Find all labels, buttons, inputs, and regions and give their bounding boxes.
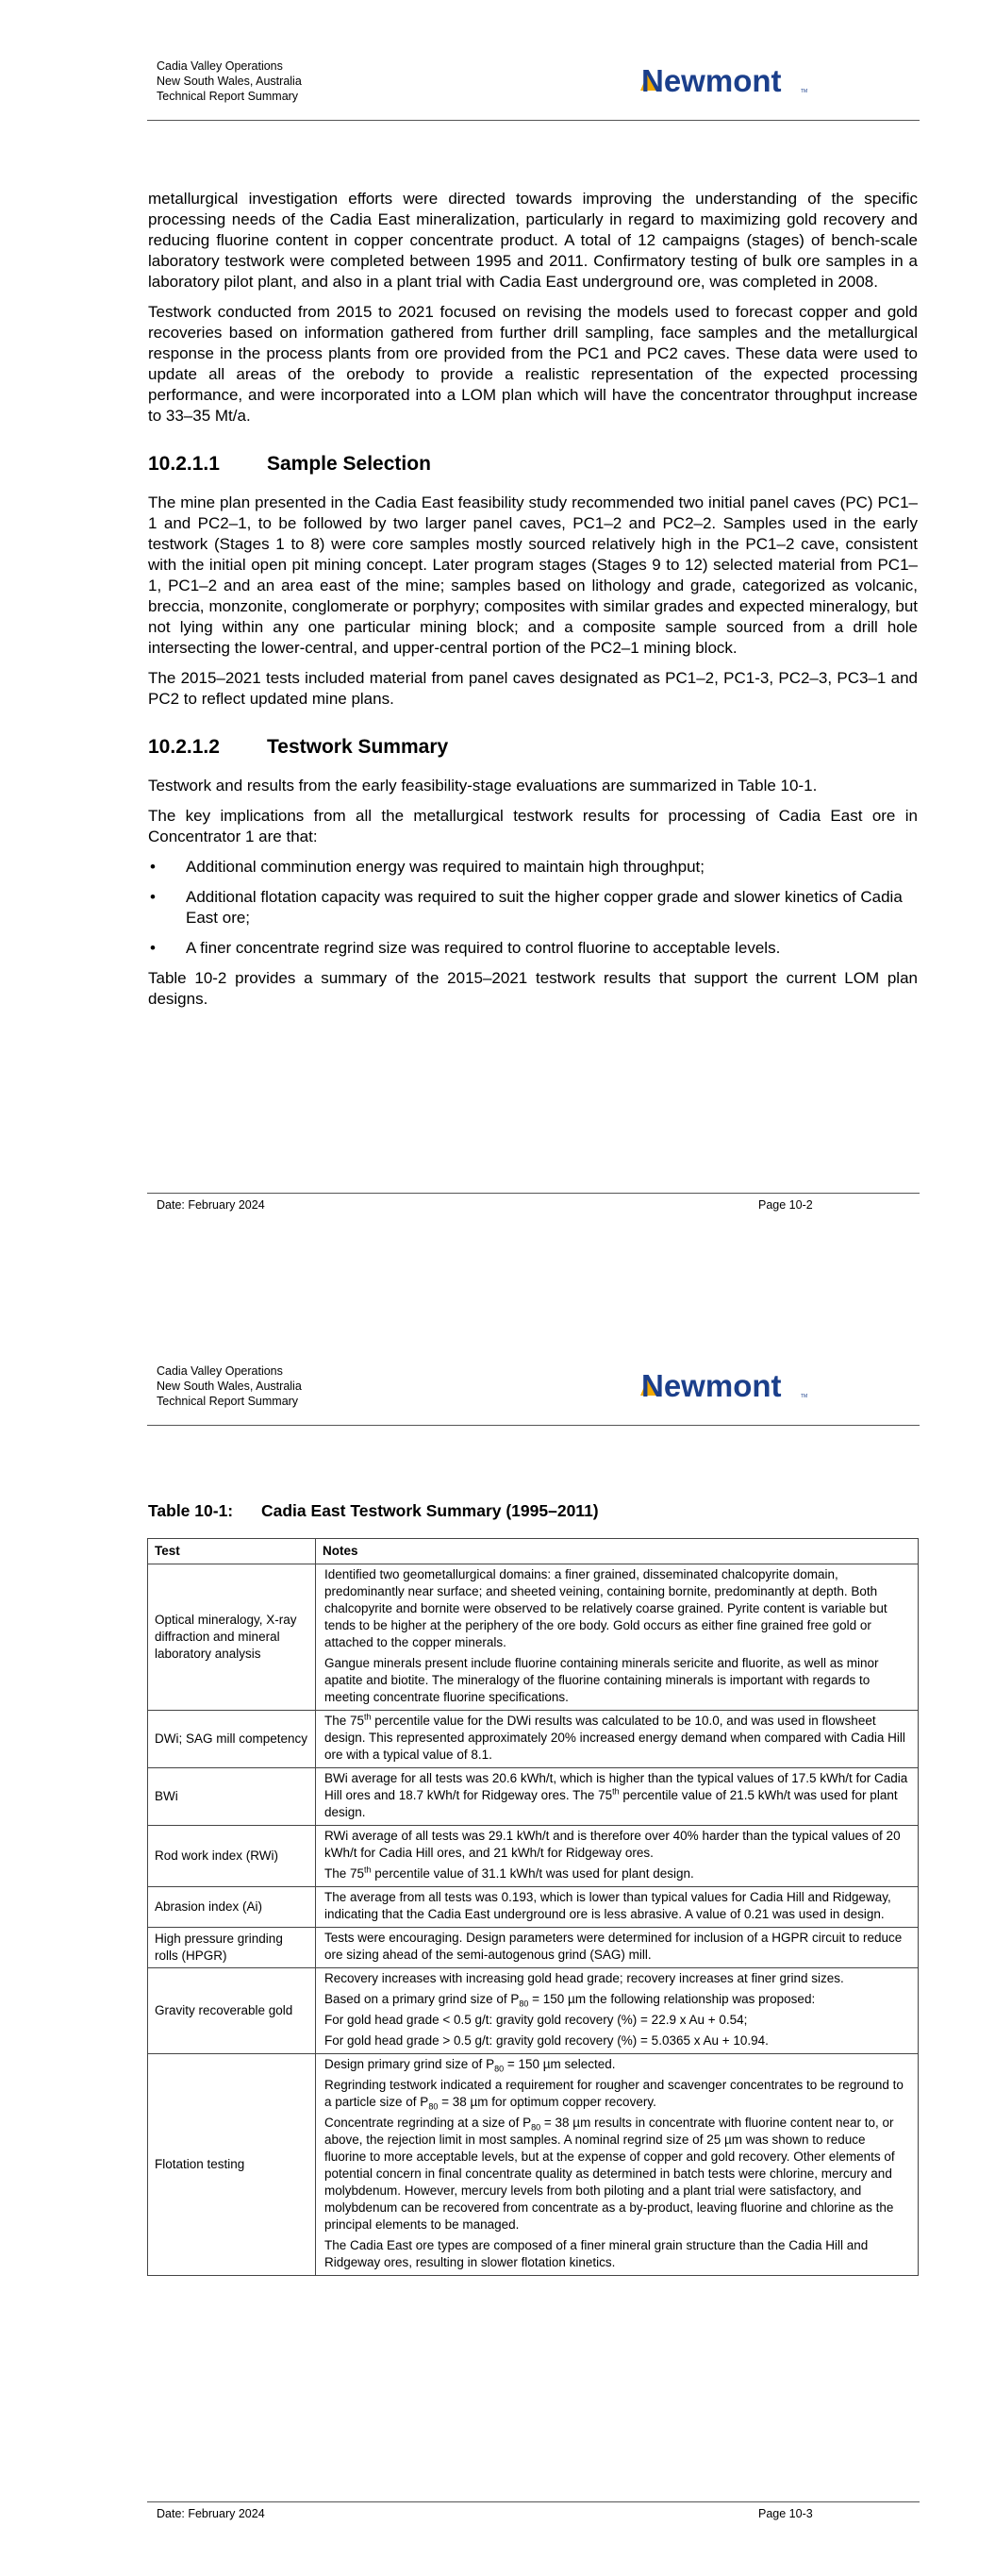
- test-cell: Abrasion index (Ai): [148, 1887, 316, 1928]
- implications-list: [148, 857, 918, 959]
- notes-cell: [316, 1887, 919, 1928]
- test-cell: High pressure grinding rolls (HPGR): [148, 1928, 316, 1968]
- list-item: • Additional comminution energy was required to maintain high throughput;: [148, 857, 918, 878]
- note-paragraph: The 75th percentile value for the DWi results was calculated to be 10.0, and was used in flowsheet design. This represented approximately 20% increased energy demand when compared with Cadia Hill ore with a typical value of 8.1.: [324, 1712, 905, 1762]
- test-cell: DWi; SAG mill competency: [148, 1711, 316, 1768]
- section-number: 10.2.1.2: [148, 736, 220, 758]
- header-divider: [147, 1425, 920, 1426]
- header-line-location: New South Wales, Australia: [157, 1380, 302, 1393]
- note-paragraph: BWi average for all tests was 20.6 kWh/t, which is higher than the typical values of 17.5 kWh/t for Cadia Hill ores and 18.7 kWh/t for Ridgeway ores. The 75th percentile value of 21.5 kWh/t was used for plant design.: [324, 1771, 908, 1819]
- section-heading-testwork-summary: [148, 736, 918, 759]
- table-title: Cadia East Testwork Summary (1995–2011): [261, 1501, 599, 1520]
- table-row: [148, 1711, 919, 1768]
- note-paragraph: The Cadia East ore types are composed of a finer mineral grain structure than the Cadia Hill and Ridgeway ores, resulting in slower flotation kinetics.: [324, 2238, 869, 2269]
- body-paragraph: The key implications from all the metallurgical testwork results for processing of Cadia East ore in Concentrator 1 are that:: [148, 807, 918, 845]
- footer-divider: [147, 1193, 920, 1194]
- table-row: [148, 1887, 919, 1928]
- body-paragraph: Table 10-2 provides a summary of the 2015–2021 testwork results that support the current LOM plan designs.: [148, 969, 918, 1008]
- note-paragraph: Gangue minerals present include fluorine containing minerals sericite and fluorite, as well as minor apatite and biotite. The mineralogy of the fluorine containing minerals is important with regards to meeting concentrate fluorine specifications.: [324, 1656, 879, 1704]
- notes-cell: [316, 1768, 919, 1826]
- logo-wordmark: Newmont: [641, 63, 782, 98]
- note-paragraph: Concentrate regrinding at a size of $P_{80} = 38$ µm results in concentrate with fluorine content near to, or above, the rejection limit in most samples. A nominal regrind size of 25 µm was shown to reduce fluorine to more acceptable levels, but at the expense of copper and gold recovery. Other elements of potential concern in final concentrate quality as determined in batch tests were chlorine, mercury and molybdenum. However, mercury levels from both piloting and a plant trial were satisfactory, and molybdenum can be recovered from concentrate as a by-product, leaving fluorine and chlorine as the principal elements to be managed.: [324, 2116, 895, 2232]
- list-item: • A finer concentrate regrind size was required to control fluorine to acceptable levels.: [148, 938, 918, 959]
- table-row: [148, 1928, 919, 1968]
- header-divider: [147, 120, 920, 121]
- header-line-company: Cadia Valley Operations: [157, 1364, 283, 1378]
- note-paragraph: Recovery increases with increasing gold head grade; recovery increases at finer grind sizes.: [324, 1971, 844, 1985]
- notes-cell: [316, 1968, 919, 2054]
- logo-trademark: TM: [801, 1394, 808, 1399]
- report-page-10-3: [0, 1288, 995, 2576]
- footer-divider: [147, 2501, 920, 2502]
- newmont-logo: [639, 59, 814, 100]
- test-cell: Gravity recoverable gold: [148, 1968, 316, 2054]
- note-paragraph: The average from all tests was 0.193, which is lower than typical values for Cadia Hill and Ridgeway, indicating that the Cadia East underground ore is less abrasive. A value of 0.21 was used in design.: [324, 1890, 891, 1921]
- column-header-notes: Notes: [316, 1539, 919, 1564]
- header-line-company: Cadia Valley Operations: [157, 59, 283, 73]
- table-row: [148, 1968, 919, 2054]
- header-line-report: Technical Report Summary: [157, 1395, 299, 1408]
- test-cell: Optical mineralogy, X-ray diffraction and mineral laboratory analysis: [148, 1564, 316, 1711]
- intro-paragraph: metallurgical investigation efforts were directed towards improving the understanding of the specific processing needs of the Cadia East mineralization, particularly in regard to maximizing gold recovery and reducing fluorine content in copper concentrate product. A total of 12 campaigns (stages) of bench-scale laboratory testwork were completed between 1995 and 2011. Confirmatory testing of bulk ore samples in a laboratory pilot plant, and also in a plant trial with Cadia East underground ore, was completed in 2008.: [148, 190, 918, 291]
- footer-date: Date: February 2024: [157, 1198, 265, 1212]
- test-cell: Rod work index (RWi): [148, 1826, 316, 1887]
- note-paragraph: Tests were encouraging. Design parameters were determined for inclusion of a HGPR circuit to reduce ore sizing ahead of the semi-autogenous grind (SAG) mill.: [324, 1931, 903, 1962]
- logo-wordmark: Newmont: [641, 1368, 782, 1403]
- page-header-text: [157, 1363, 302, 1409]
- notes-cell: [316, 2054, 919, 2276]
- table-row: [148, 2054, 919, 2276]
- notes-cell: [316, 1928, 919, 1968]
- body-paragraph: Testwork and results from the early feasibility-stage evaluations are summarized in Table 10-1.: [148, 777, 818, 795]
- table-row: [148, 1564, 919, 1711]
- intro-paragraph: Testwork conducted from 2015 to 2021 focused on revising the models used to forecast copper and gold recoveries based on information gathered from further drill sampling, face samples and the metallurgical response in the process plants from ore provided from the PC1 and PC2 caves. These data were used to update all areas of the orebody to provide a realistic representation of the expected processing performance, and were incorporated into a LOM plan which will have the concentrator throughput increase to 33–35 Mt/a.: [148, 303, 918, 425]
- header-line-location: New South Wales, Australia: [157, 75, 302, 88]
- test-cell: Flotation testing: [148, 2054, 316, 2276]
- section-title: Sample Selection: [267, 453, 431, 475]
- logo-trademark: TM: [801, 89, 808, 94]
- section-title: Testwork Summary: [267, 736, 449, 758]
- note-paragraph: Regrinding testwork indicated a requirement for rougher and scavenger concentrates to be reground to a particle size of $P_{80} = 38$ µm for optimum copper recovery.: [324, 2078, 904, 2112]
- page-header-text: [157, 59, 302, 104]
- body-paragraph: The 2015–2021 tests included material from panel caves designated as PC1–2, PC1-3, PC2–3, PC3–1 and PC2 to reflect updated mine plans.: [148, 669, 918, 708]
- section-heading-sample-selection: [148, 453, 918, 476]
- table-row: [148, 1768, 919, 1826]
- body-paragraph: The mine plan presented in the Cadia East feasibility study recommended two initial panel caves (PC) PC1–1 and PC2–1, to be followed by two larger panel caves, PC1–2 and PC2–2. Samples used in the early testwork (Stages 1 to 8) were core samples mostly sourced relatively high in the PC1–2 cave, consistent with the initial open pit mining concept. Later program stages (Stages 9 to 12) selected material from PC1–1, PC1–2 and an area east of the mine; samples based on lithology and grade, categorized as volcanic, breccia, monzonite, conglomerate or porphyry; composites with similar grades and expected mineralogy, but not lying within any one particular mining block; and a composite sample sourced from a drill hole intersecting the lower-central, and upper-central portion of the PC2–1 mining block.: [148, 493, 918, 657]
- note-paragraph: For gold head grade < 0.5 g/t: gravity gold recovery (%) = 22.9 x Au + 0.54;: [324, 2013, 748, 2027]
- notes-cell: [316, 1826, 919, 1887]
- page-body: [148, 189, 918, 1019]
- section-number: 10.2.1.1: [148, 453, 220, 475]
- note-paragraph: Based on a primary grind size of $P_{80} = 150$ µm the following relationship was proposed:: [324, 1992, 816, 2009]
- table-header-row: [148, 1539, 919, 1564]
- list-item: • Additional flotation capacity was required to suit the higher copper grade and slower kinetics of Cadia East ore;: [148, 887, 918, 928]
- column-header-test: Test: [148, 1539, 316, 1564]
- test-cell: BWi: [148, 1768, 316, 1826]
- notes-cell: [316, 1564, 919, 1711]
- footer-date: Date: February 2024: [157, 2507, 265, 2520]
- note-paragraph: The 75th percentile value of 31.1 kWh/t was used for plant design.: [324, 1865, 694, 1881]
- note-paragraph: For gold head grade > 0.5 g/t: gravity gold recovery (%) = 5.0365 x Au + 10.94.: [324, 2033, 769, 2048]
- table-caption: [148, 1501, 599, 1521]
- footer-page-number: Page 10-2: [758, 1198, 813, 1212]
- note-paragraph: Design primary grind size of $P_{80} = 150$ µm selected.: [324, 2057, 616, 2074]
- header-line-report: Technical Report Summary: [157, 90, 299, 103]
- notes-cell: [316, 1711, 919, 1768]
- testwork-summary-table: [147, 1538, 919, 2276]
- newmont-logo: [639, 1363, 814, 1405]
- note-paragraph: Identified two geometallurgical domains: a finer grained, disseminated chalcopyrite domain, predominantly near surface; and sheeted veining, containing bornite, predominantly at depth. Both chalcopyrite and bornite were observed to be relatively coarse grained. Pyrite content is variable but tends to be higher at the periphery of the ore body. Gold occurs as either fine grained free gold or attached to the copper minerals.: [324, 1567, 887, 1649]
- table-number: Table 10-1:: [148, 1501, 234, 1520]
- note-paragraph: RWi average of all tests was 29.1 kWh/t and is therefore over 40% harder than the typical values of 20 kWh/t for Cadia Hill ores, and 21 kWh/t for Ridgeway ores.: [324, 1829, 901, 1860]
- table-row: [148, 1826, 919, 1887]
- footer-page-number: Page 10-3: [758, 2507, 813, 2520]
